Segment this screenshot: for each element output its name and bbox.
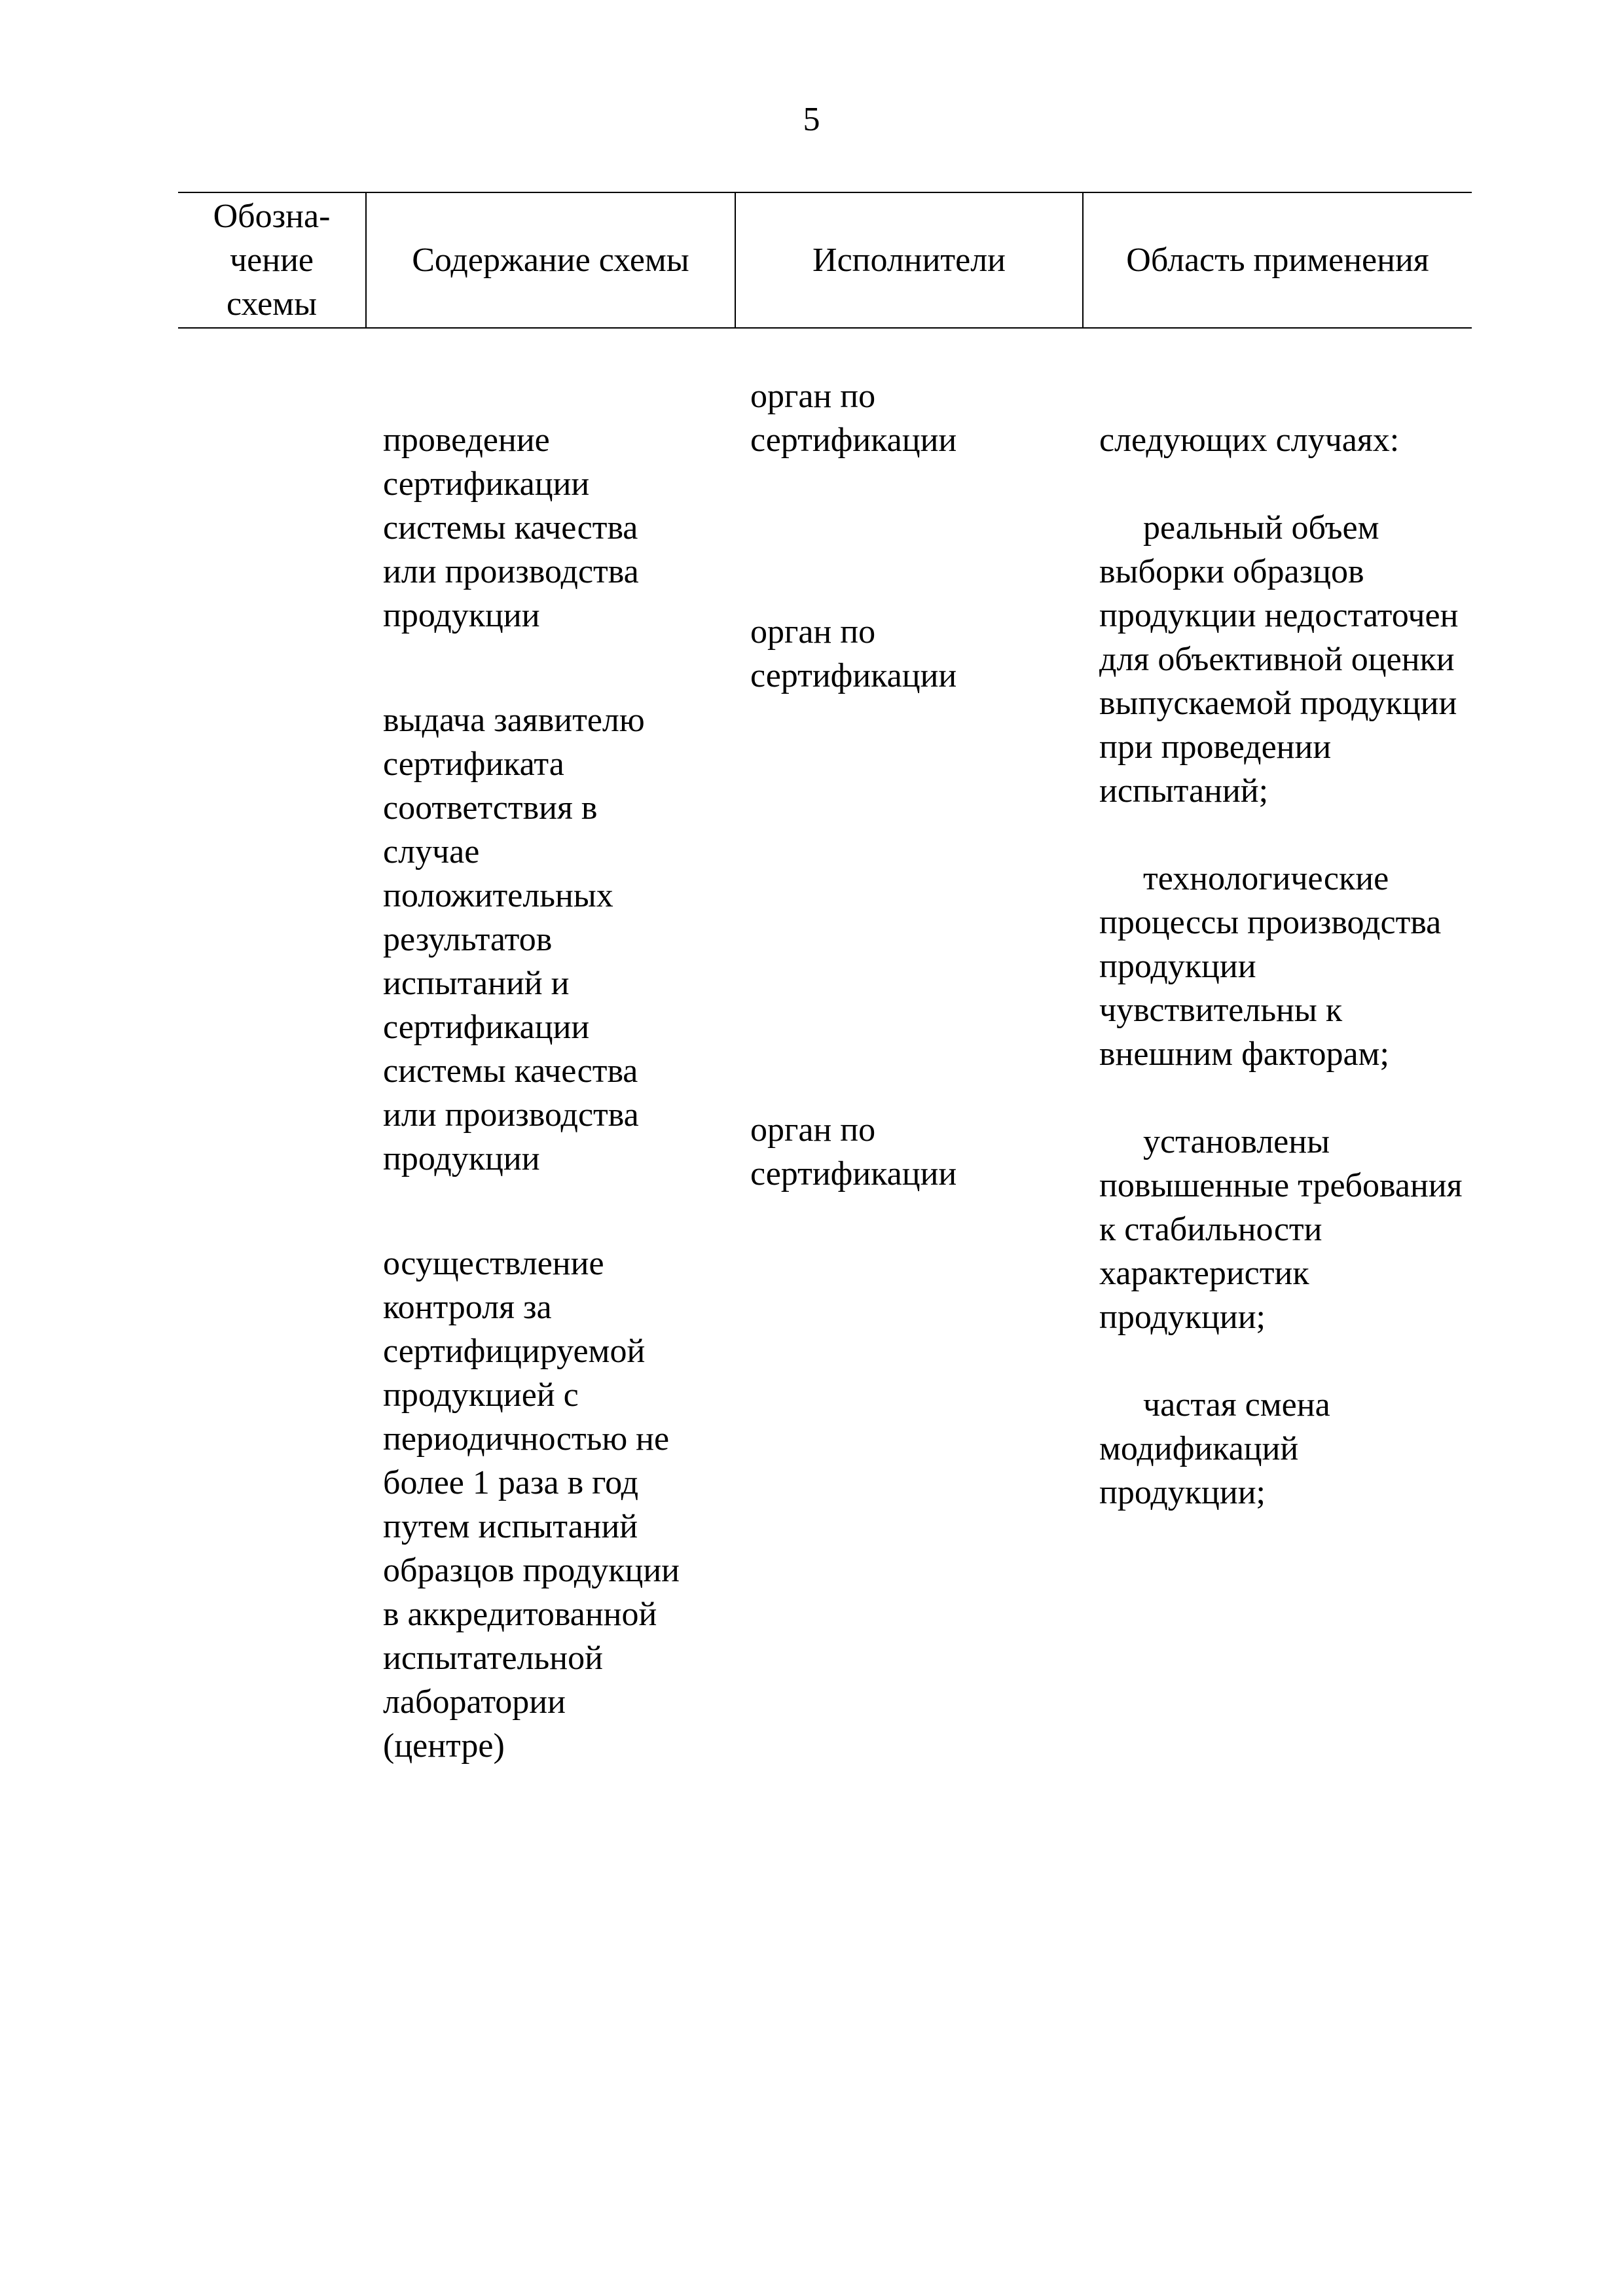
- content-column: [383, 374, 737, 1829]
- scope-item-stability: установлены повышенные требования к стабильности характеристик продукции;: [1099, 1123, 1463, 1336]
- table-header: [178, 192, 1472, 329]
- scope-item-modifications: частая смена модификаций продукции;: [1099, 1386, 1330, 1511]
- header-content: Содержание схемы: [365, 193, 735, 327]
- scope-item-sample-size: реальный объем выборки образцов продукции недостаточен для объективной оценки выпускаемой продукции при проведении испытаний;: [1099, 509, 1459, 810]
- content-item-3: осуществление контроля за сертифицируемой продукцией с периодичностью не более 1 раза в год путем испытаний образцов продукции в аккредитованной испытательной лаборатории (центре): [383, 1245, 680, 1765]
- scope-column: [1099, 374, 1472, 1558]
- executor-item-1: орган по сертификации: [750, 378, 957, 459]
- header-scope: Область применения: [1082, 193, 1472, 327]
- executor-item-2: орган по сертификации: [750, 613, 957, 694]
- header-designation-label: Обозна- чение схемы: [213, 198, 331, 323]
- scope-item-processes: технологические процессы производства продукции чувствительны к внешним факторам;: [1099, 860, 1442, 1073]
- header-designation: [178, 193, 365, 327]
- content-item-2: выдача заявителю сертификата соответствия в случае положительных результатов испытаний и сертификации системы качества или производства продукции: [383, 702, 645, 1177]
- page-number: 5: [803, 101, 820, 138]
- header-executors: Исполнители: [735, 193, 1082, 327]
- content-item-1: проведение сертификации системы качества или производства продукции: [383, 422, 639, 634]
- executor-item-3: орган по сертификации: [750, 1111, 957, 1193]
- scope-intro: следующих случаях:: [1099, 422, 1400, 459]
